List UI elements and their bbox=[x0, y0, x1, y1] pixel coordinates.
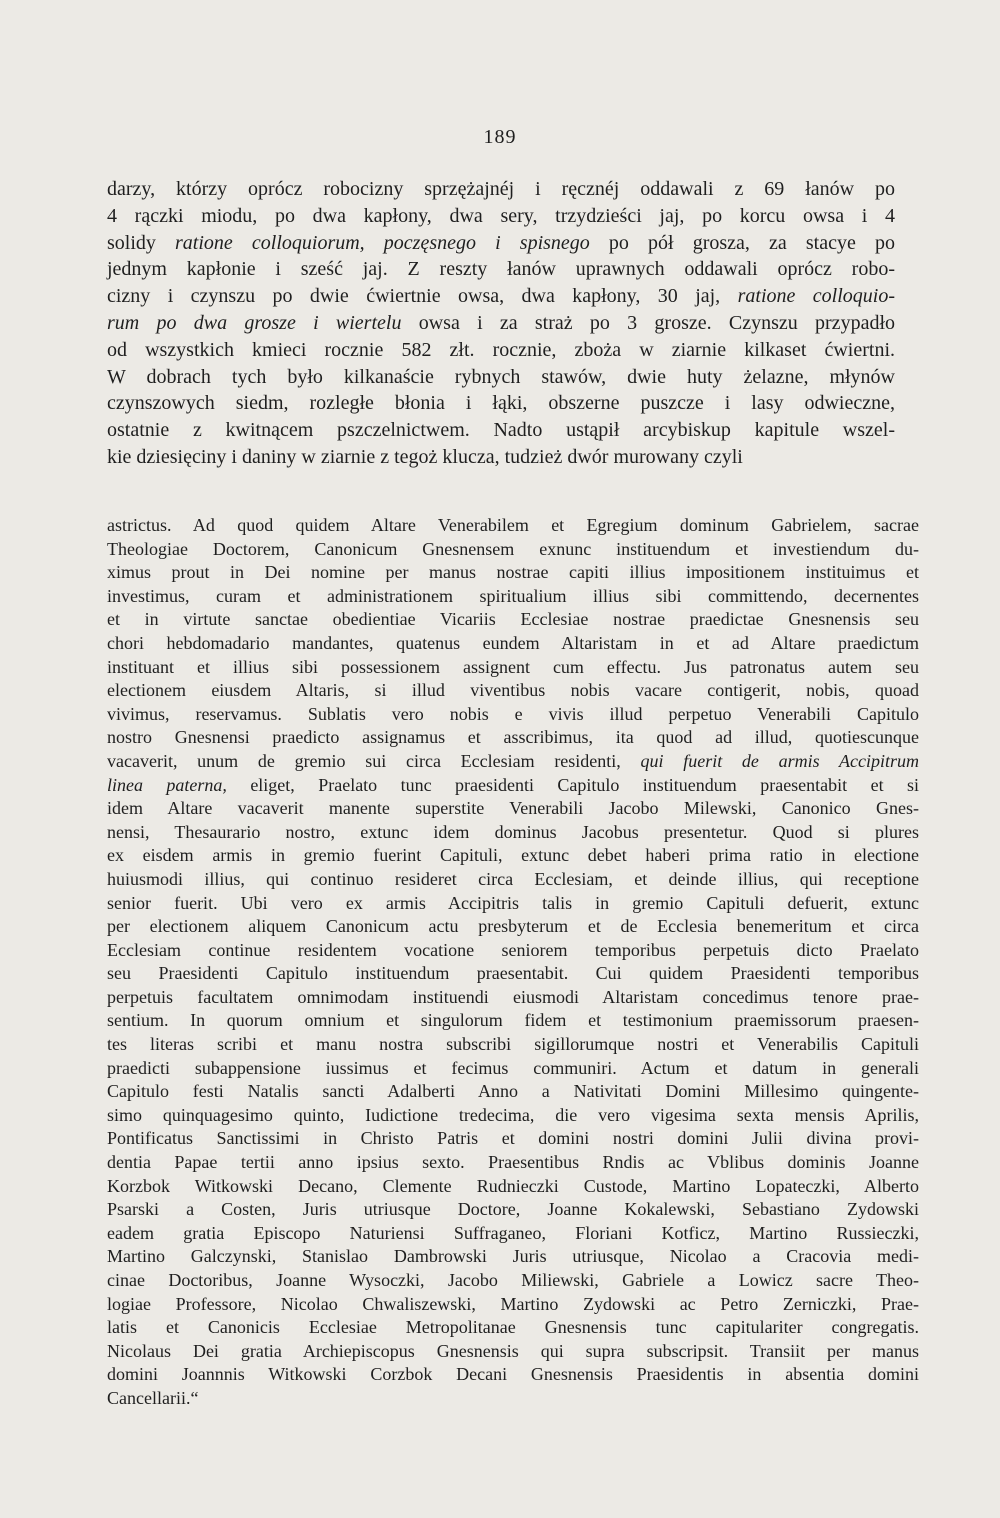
latin-text-line bbox=[107, 1175, 919, 1199]
text-run: cinae Doctoribus, Joanne Wysoczki, Jacobo Miliewski, Gabriele a Lowicz sacre Theo- bbox=[107, 1270, 919, 1290]
text-run: Cancellarii.“ bbox=[107, 1387, 199, 1408]
latin-text-line bbox=[107, 1340, 919, 1364]
latin-text-line bbox=[107, 561, 919, 585]
latin-text-line bbox=[107, 656, 919, 680]
latin-text-line bbox=[107, 915, 919, 939]
latin-text-line bbox=[107, 962, 919, 986]
text-run: darzy, którzy oprócz robocizny sprzężajnéj i ręcznéj oddawali z 69 łanów po bbox=[107, 178, 895, 200]
latin-text-line bbox=[107, 797, 919, 821]
text-run: Martino Galczynski, Stanislao Dambrowski Juris utriusque, Nicolao a Cracovia medi- bbox=[107, 1246, 919, 1267]
latin-text-block bbox=[107, 514, 919, 1411]
text-run: investimus, curam et administrationem spiritualium illius sibi committendo, decernentes bbox=[107, 585, 919, 606]
text-run: senior fuerit. Ubi vero ex armis Accipitris talis in gremio Capituli defuerit, extunc bbox=[107, 892, 919, 913]
latin-text-line bbox=[107, 1245, 919, 1269]
text-run: idem Altare vacaverit manente superstite Venerabili Jacobo Milewski, Canonico Gnes- bbox=[107, 798, 919, 819]
latin-text-line bbox=[107, 1387, 919, 1411]
latin-text-line bbox=[107, 868, 919, 892]
text-run: domini Joannnis Witkowski Corzbok Decani Gnesnensis Praesidentis in absentia domini bbox=[107, 1364, 919, 1385]
text-run: et in virtute sanctae obedientiae Vicariis Ecclesiae nostrae praedictae Gnesnensis seu bbox=[107, 609, 919, 630]
polish-text-line bbox=[107, 283, 895, 310]
italic-text-run: linea paterna, bbox=[107, 774, 227, 795]
italic-text-run: ratione colloquiorum, poczęsnego i spisnego bbox=[175, 231, 590, 254]
text-run: chori hebdomadario mandantes, quatenus eundem Altaristam in et ad Altare praedictum bbox=[107, 632, 919, 653]
polish-text-line bbox=[107, 390, 895, 417]
text-run: huiusmodi illius, qui continuo resideret circa Ecclesiam, et deinde illius, qui receptione bbox=[107, 868, 919, 889]
text-run: dentia Papae tertii anno ipsius sexto. Praesentibus Rndis ac Vblibus dominis Joanne bbox=[107, 1152, 919, 1173]
latin-text-line bbox=[107, 632, 919, 656]
text-run: praedicti subappensione iussimus et fecimus communiri. Actum et datum in generali bbox=[107, 1057, 919, 1078]
latin-text-line bbox=[107, 892, 919, 916]
text-run: seu Praesidenti Capitulo instituendum praesentabit. Cui quidem Praesidenti temporibus bbox=[107, 963, 919, 984]
text-run: per electionem aliquem Canonicum actu presbyterum et de Ecclesia benemeritum et circa bbox=[107, 916, 919, 937]
text-run: solidy bbox=[107, 231, 176, 254]
text-run: owsa i za straż po 3 grosze. Czynszu przypadło bbox=[401, 311, 895, 334]
text-run: cizny i czynszu po dwie ćwiertnie owsa, dwa kapłony, 30 jaj, bbox=[107, 285, 738, 308]
text-run: W dobrach tych było kilkanaście rybnych stawów, dwie huty żelazne, młynów bbox=[107, 365, 895, 388]
latin-text-line bbox=[107, 585, 919, 609]
latin-text-line bbox=[107, 703, 919, 727]
polish-text-line bbox=[107, 417, 895, 444]
latin-text-line bbox=[107, 1127, 919, 1151]
text-run: Psarski a Costen, Juris utriusque Doctore, Joanne Kokalewski, Sebastiano Zydowski bbox=[107, 1199, 919, 1220]
italic-text-run: rum po dwa grosze i wiertelu bbox=[107, 311, 402, 334]
text-run: nostro Gnesnensi praedicto assignamus et asscribimus, ita quod ad illud, quotiescunque bbox=[107, 727, 919, 748]
latin-text-line bbox=[107, 608, 919, 632]
italic-text-run: ratione colloquio- bbox=[737, 285, 895, 308]
latin-text-line bbox=[107, 1293, 919, 1317]
text-run: ximus prout in Dei nomine per manus nostrae capiti illius impositionem instituimus et bbox=[107, 562, 919, 583]
text-run: sentium. In quorum omnium et singulorum fidem et testimonium praemissorum praesen- bbox=[107, 1010, 919, 1031]
latin-text-line bbox=[107, 1009, 919, 1033]
text-run: jednym kapłonie i sześć jaj. Z reszty łanów uprawnych oddawali oprócz robo- bbox=[107, 258, 895, 281]
text-run: latis et Canonicis Ecclesiae Metropolitanae Gnesnensis tunc capitulariter congregatis. bbox=[107, 1317, 919, 1338]
latin-text-line bbox=[107, 726, 919, 750]
latin-text-line bbox=[107, 1033, 919, 1057]
latin-text-line bbox=[107, 1363, 919, 1387]
latin-text-line bbox=[107, 514, 919, 538]
text-run: simo quinquagesimo quinto, Iudictione tredecima, die vero vigesima sexta mensis Aprilis, bbox=[107, 1104, 919, 1125]
latin-text-line bbox=[107, 1269, 919, 1293]
polish-text-line bbox=[107, 310, 895, 337]
latin-text-line bbox=[107, 1057, 919, 1081]
text-run: Ecclesiam continue residentem vocatione seniorem temporibus perpetuis dicto Praelato bbox=[107, 939, 919, 960]
text-run: tes literas scribi et manu nostra subscribi sigillorumque nostri et Venerabilis Capituli bbox=[107, 1034, 919, 1055]
polish-text-line bbox=[107, 337, 895, 364]
latin-text-line bbox=[107, 1316, 919, 1340]
latin-text-line bbox=[107, 821, 919, 845]
page-number: 189 bbox=[483, 126, 517, 148]
text-run: perpetuis facultatem omnimodam instituendi eiusmodi Altaristam concedimus tenore prae- bbox=[107, 986, 919, 1007]
latin-text-line bbox=[107, 750, 919, 774]
italic-text-run: qui fuerit de armis Accipitrum bbox=[640, 750, 920, 771]
latin-text-line bbox=[107, 774, 919, 798]
text-run: logiae Professore, Nicolao Chwaliszewski, Martino Zydowski ac Petro Zerniczki, Prae- bbox=[107, 1293, 919, 1314]
text-run: astrictus. Ad quod quidem Altare Venerabilem et Egregium dominum Gabrielem, sacrae bbox=[107, 515, 919, 535]
latin-text-line bbox=[107, 1104, 919, 1128]
latin-text-line bbox=[107, 986, 919, 1010]
latin-text-line bbox=[107, 1198, 919, 1222]
text-run: Pontificatus Sanctissimi in Christo Patris et domini nostri domini Julii divina provi- bbox=[107, 1128, 919, 1149]
text-run: electionem eiusdem Altaris, si illud viventibus nobis vacare contigerit, nobis, quoad bbox=[107, 680, 919, 701]
text-run: kie dziesięciny i daniny w ziarnie z tegoż klucza, tudzież dwór murowany czyli bbox=[107, 445, 743, 468]
latin-text-line bbox=[107, 538, 919, 562]
latin-text-line bbox=[107, 844, 919, 868]
text-run: po pół grosza, za stacye po bbox=[589, 231, 895, 254]
polish-text-line bbox=[107, 444, 895, 471]
polish-text-line bbox=[107, 203, 895, 230]
text-run: Korzbok Witkowski Decano, Clemente Rudnieczki Custode, Martino Lopateczki, Alberto bbox=[107, 1175, 919, 1196]
polish-text-line bbox=[107, 176, 895, 203]
polish-text-line bbox=[107, 230, 895, 257]
text-run: eliget, Praelato tunc praesidenti Capitulo instituendum praesentabit et si bbox=[226, 774, 919, 795]
polish-text-line bbox=[107, 256, 895, 283]
latin-text-line bbox=[107, 679, 919, 703]
polish-text-block bbox=[107, 176, 895, 471]
text-run: vacaverit, unum de gremio sui circa Ecclesiam residenti, bbox=[107, 750, 641, 771]
latin-text-line bbox=[107, 939, 919, 963]
text-run: ex eisdem armis in gremio fuerint Capituli, extunc debet haberi prima ratio in electione bbox=[107, 845, 919, 866]
latin-text-line bbox=[107, 1080, 919, 1104]
text-run: czynszowych siedm, rozległe błonia i łąki, obszerne puszcze i lasy odwieczne, bbox=[107, 392, 895, 415]
text-run: Theologiae Doctorem, Canonicum Gnesnensem exnunc instituendum et investiendum du- bbox=[107, 538, 919, 559]
text-run: vivimus, reservamus. Sublatis vero nobis e vivis illud perpetuo Venerabili Capitulo bbox=[107, 703, 919, 724]
text-run: nensi, Thesaurario nostro, extunc idem dominus Jacobus presentetur. Quod si plures bbox=[107, 821, 919, 842]
text-run: Nicolaus Dei gratia Archiepiscopus Gnesnensis qui supra subscripsit. Transiit per manus bbox=[107, 1340, 919, 1361]
text-run: Capitulo festi Natalis sancti Adalberti Anno a Nativitati Domini Millesimo quingente- bbox=[107, 1081, 919, 1102]
text-run: od wszystkich kmieci rocznie 582 złt. rocznie, zboża w ziarnie kilkaset ćwiertni. bbox=[107, 338, 895, 361]
text-run: 4 rączki miodu, po dwa kapłony, dwa sery, trzydzieści jaj, po korcu owsa i 4 bbox=[107, 204, 895, 227]
latin-text-line bbox=[107, 1151, 919, 1175]
text-run: ostatnie z kwitnącem pszczelnictwem. Nadto ustąpił arcybiskup kapitule wszel- bbox=[107, 419, 895, 442]
text-run: instituant et illius sibi possessionem assignent cum effectu. Jus patronatus autem seu bbox=[107, 656, 919, 677]
text-run: eadem gratia Episcopo Naturiensi Suffraganeo, Floriani Kotficz, Martino Russieczki, bbox=[107, 1222, 919, 1243]
polish-text-line bbox=[107, 364, 895, 391]
latin-text-line bbox=[107, 1222, 919, 1246]
